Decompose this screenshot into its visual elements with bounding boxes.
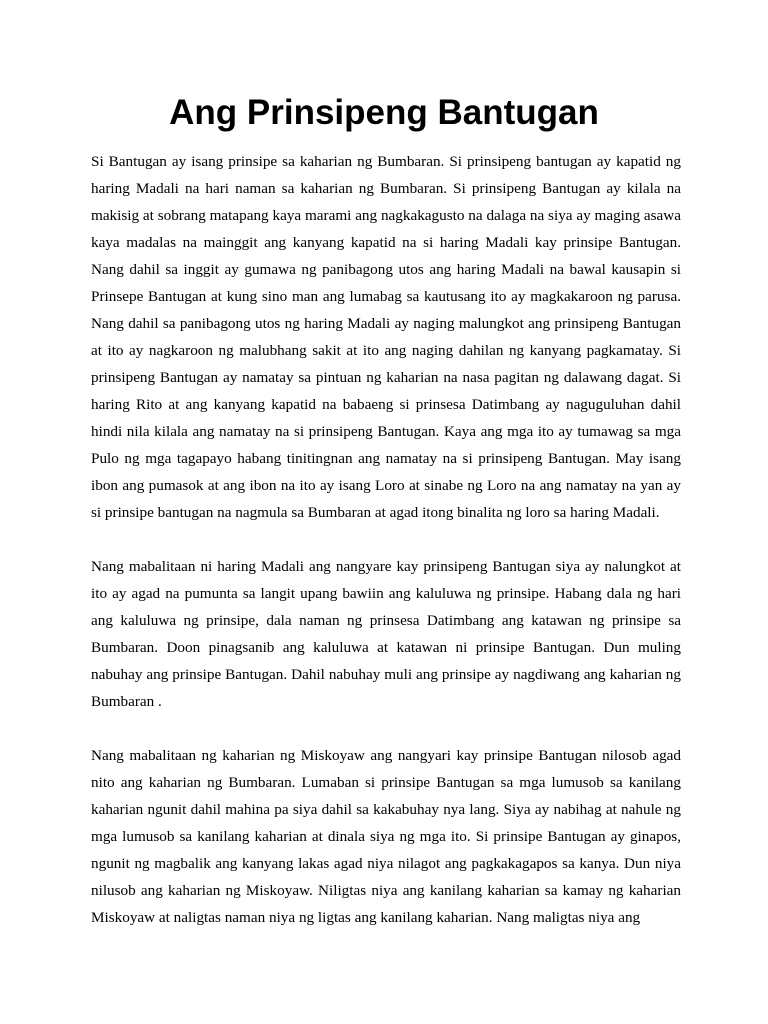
paragraph-2: Nang mabalitaan ni haring Madali ang nangyare kay prinsipeng Bantugan siya ay nalungkot at ito ay agad na pumunta sa langit upang bawiin ang kaluluwa ng prinsipe. Habang dala ng hari ang kaluluwa ng prinsipe, dala naman ng prinsesa Datimbang ang katawan ng prinsipe sa Bumbaran. Doon pinagsanib ang kaluluwa at katawan ni prinsipe Bantugan. Dun muling nabuhay ang prinsipe Bantugan. Dahil nabuhay muli ang prinsipe ay nagdiwang ang kaharian ng Bumbaran . (91, 558, 681, 710)
paragraph-1: Si Bantugan ay isang prinsipe sa kaharian ng Bumbaran. Si prinsipeng bantugan ay kapatid ng haring Madali na hari naman sa kaharian ng Bumbaran. Si prinsipeng Bantugan ay kilala na makisig at sobrang matapang kaya marami ang nagkakagusto na dalaga na siya ay maging asawa kaya madalas na mainggit ang kanyang kapatid na si haring Madali kay prinsipe Bantugan. Nang dahil sa inggit ay gumawa ng panibagong utos ang haring Madali na bawal kausapin si Prinsepe Bantugan at kung sino man ang lumabag sa kautusang ito ay magkakaroon ng parusa. Nang dahil sa panibagong utos ng haring Madali ay naging malungkot ang prinsipeng Bantugan at ito ay nagkaroon ng malubhang sakit at ito ang naging dahilan ng kanyang pagkamatay. Si prinsipeng Bantugan ay namatay sa pintuan ng kaharian na nasa pagitan ng dalawang dagat. Si haring Rito at ang kanyang kapatid na babaeng si prinsesa Datimbang ay naguguluhan dahil hindi nila kilala ang namatay na si prinsipeng Bantugan. Kaya ang mga ito ay tumawag sa mga Pulo ng mga tagapayo habang tinitingnan ang namatay na si prinsipeng Bantugan. May isang ibon ang pumasok at ang ibon na ito ay isang Loro at sinabe ng Loro na ang namatay na yan ay si prinsipe bantugan na nagmula sa Bumbaran at agad itong binalita ng loro sa haring Madali. (91, 153, 681, 521)
paragraph-3: Nang mabalitaan ng kaharian ng Miskoyaw ang nangyari kay prinsipe Bantugan nilosob agad nito ang kaharian ng Bumbaran. Lumaban si prinsipe Bantugan sa mga lumusob sa kanilang kaharian ngunit dahil mahina pa siya dahil sa kakabuhay nya lang. Siya ay nabihag at nahule ng mga lumusob sa kanilang kaharian at dinala siya ng mga ito. Si prinsipe Bantugan ay ginapos, ngunit ng magbalik ang kanyang lakas agad niya nilagot ang pagkakagapos sa kanya. Dun niya nilusob ang kaharian ng Miskoyaw. Niligtas niya ang kanilang kaharian sa kamay ng kaharian Miskoyaw at naligtas naman niya ng ligtas ang kanilang kaharian. Nang maligtas niya ang (91, 747, 681, 926)
document-body (91, 148, 681, 931)
document-title: Ang Prinsipeng Bantugan (169, 93, 599, 132)
